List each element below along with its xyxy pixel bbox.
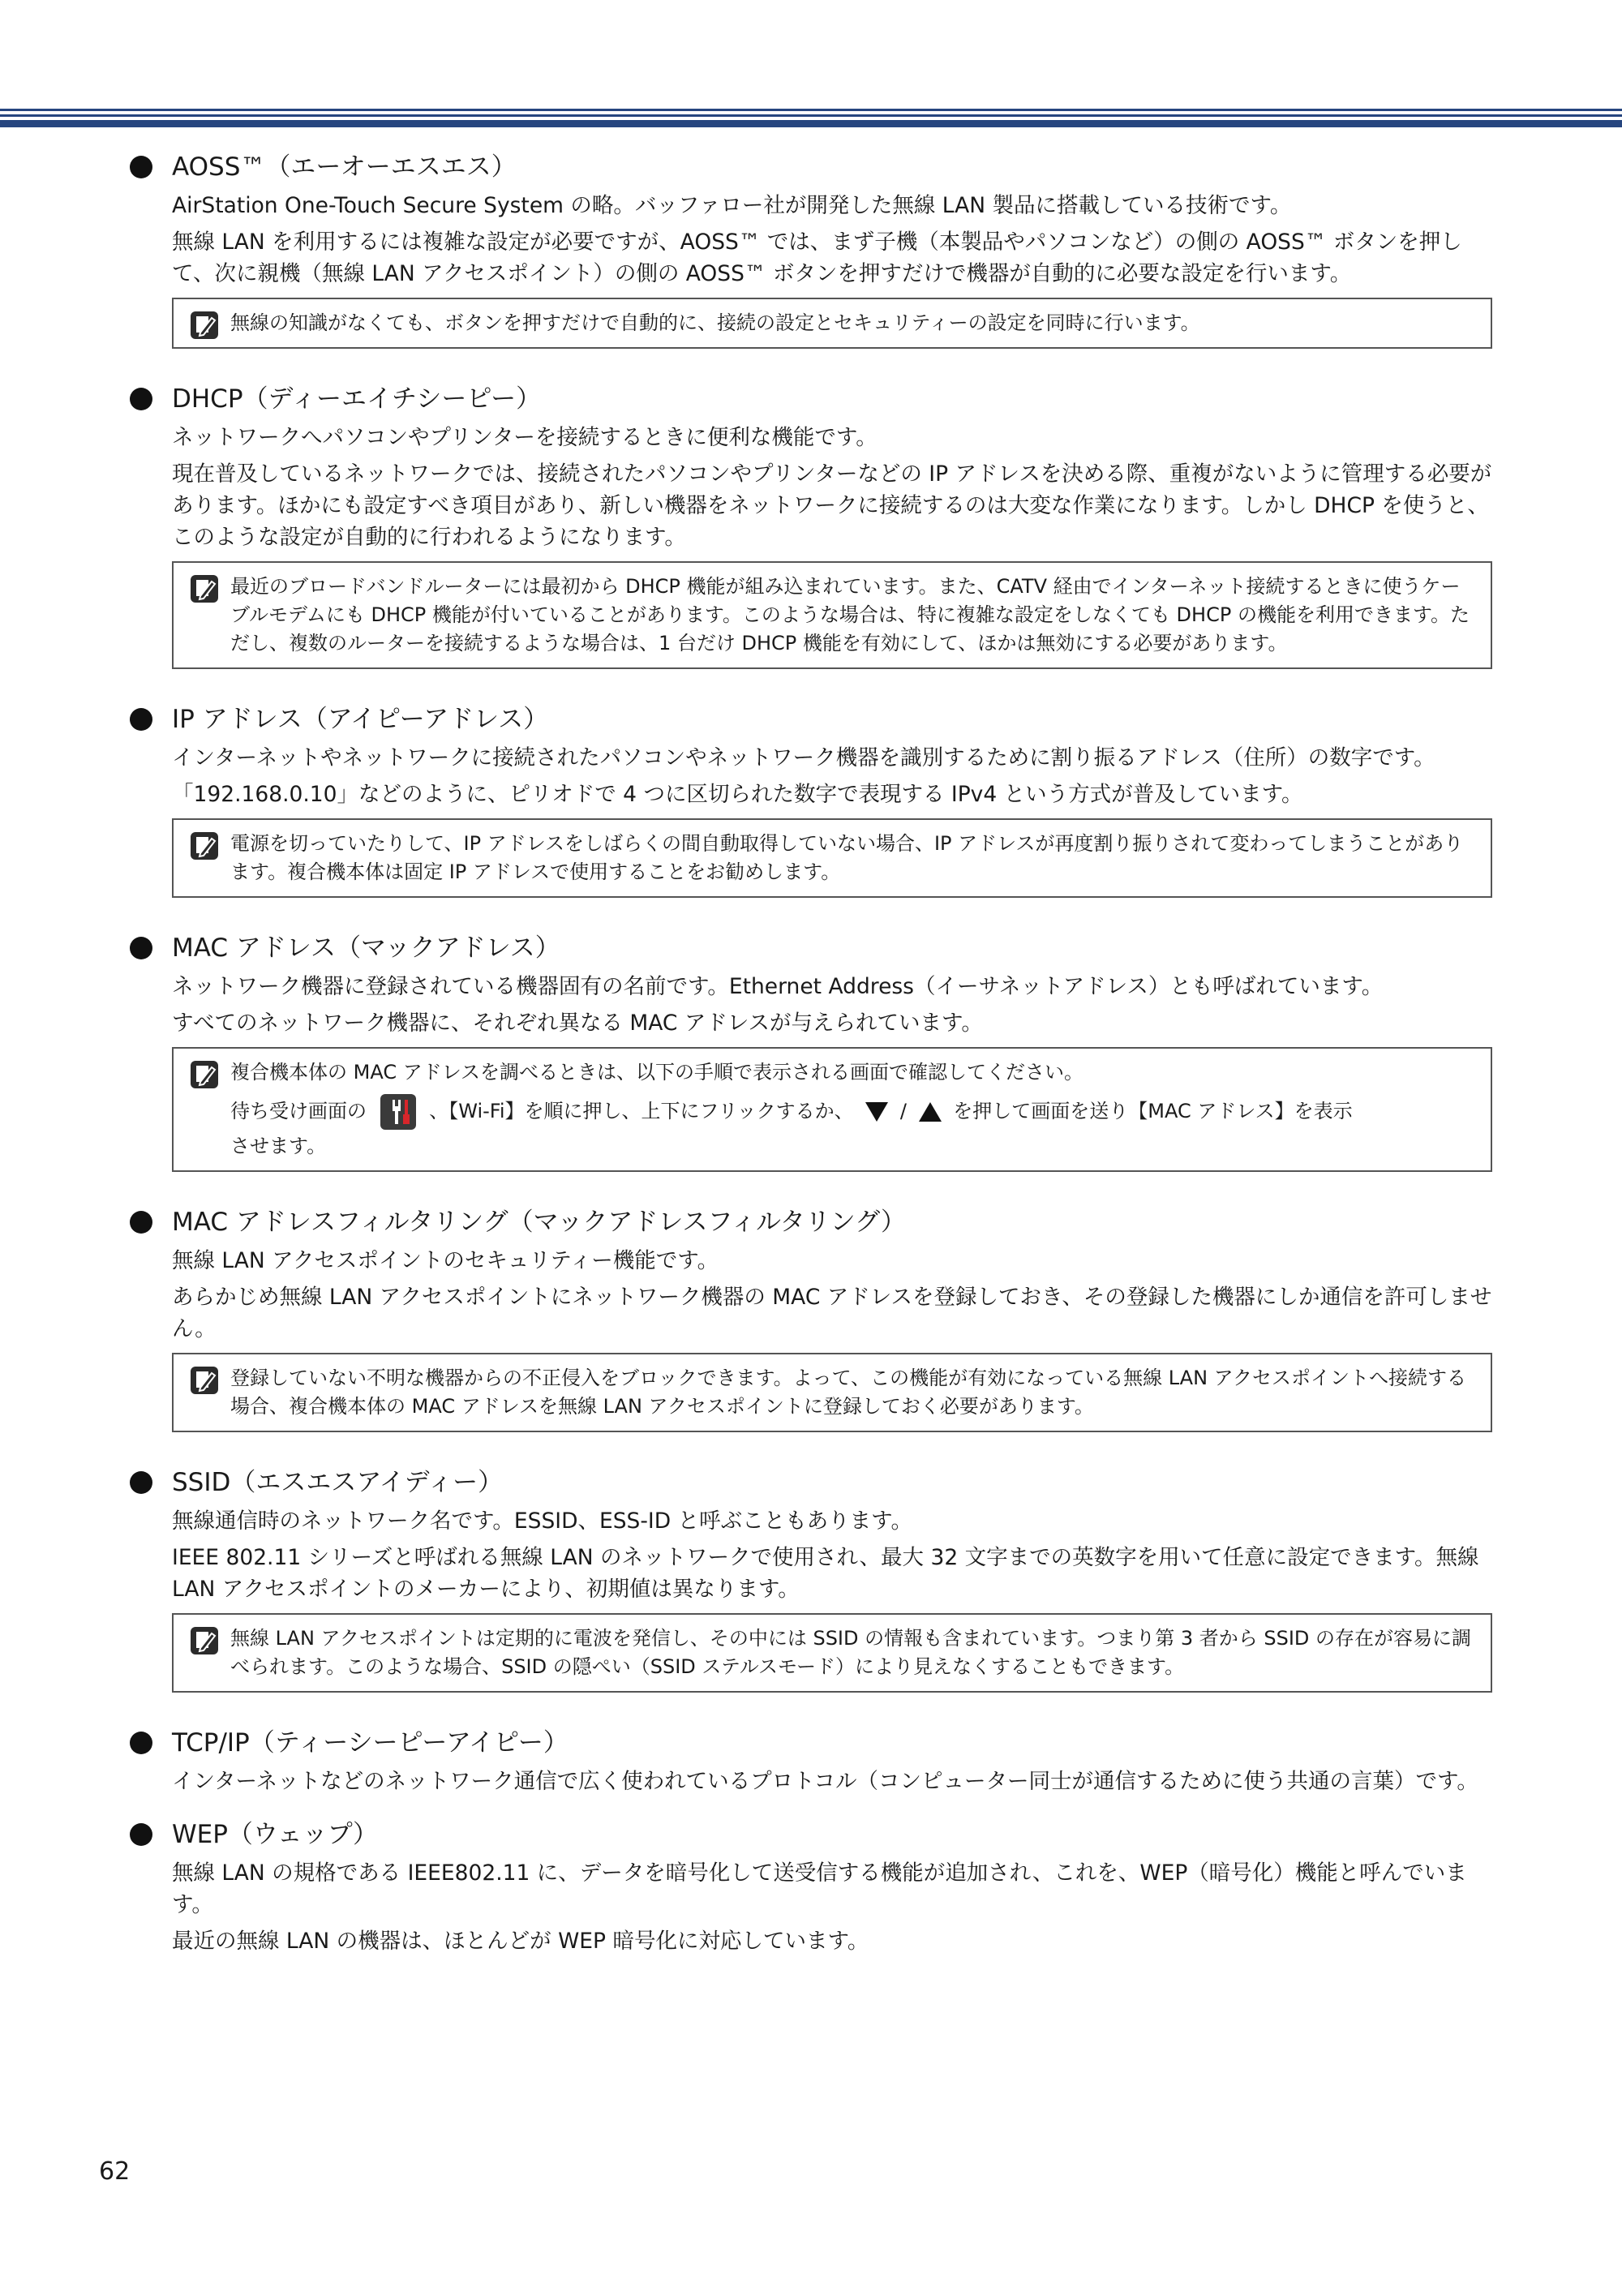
note-slash: / [899,1100,907,1122]
definition-text: 現在普及しているネットワークでは、接続されたパソコンやプリンターなどの IP アドレスを決める際、重複がないように管理する必要があります。ほかにも設定すべき項目があり、新しい機器をネットワークに接続するのは大変な作業になります。しかし DHCP を使うと、このような設定が自動的に行われるようになります。 [172,461,1492,550]
bullet-icon [130,1732,152,1754]
definition-text: ネットワークへパソコンやプリンターを接続するときに便利な機能です。 [172,425,878,450]
header-rule-bottom [0,120,1622,127]
definition-text: 無線通信時のネットワーク名です。ESSID、ESS-ID と呼ぶこともあります。 [172,1508,912,1534]
section-mac-filtering [130,1204,1492,1432]
term-heading [130,1725,1492,1761]
term-heading [130,149,1492,185]
bullet-icon [130,708,152,731]
term-title: WEP（ウェップ） [172,1820,379,1849]
term-heading [130,381,1492,417]
note-text: 無線 LAN アクセスポイントは定期的に電波を発信し、その中には SSID の情報も含まれています。つまり第 3 者から SSID の存在が容易に調べられます。このような場合、SSID の隠ぺい（SSID ステルスモード）により見えなくすることもできます。 [230,1627,1472,1678]
memo-pencil-icon [190,311,219,340]
note-box [172,1047,1492,1172]
note-text: 登録していない不明な機器からの不正侵入をブロックできます。よって、この機能が有効になっている無線 LAN アクセスポイントへ接続する場合、複合機本体の MAC アドレスを無線 LAN アクセスポイントに登録しておく必要があります。 [230,1367,1466,1418]
note-text: 電源を切っていたりして、IP アドレスをしばらくの間自動取得していない場合、IP アドレスが再度割り振りされて変わってしまうことがあります。複合機本体は固定 IP アドレスで使用することをお勧めします。 [230,832,1464,883]
note-text: させます。 [230,1135,327,1157]
section-mac-address [130,930,1492,1172]
definition-text: 「192.168.0.10」などのように、ピリオドで 4 つに区切られた数字で表現する IPv4 という方式が普及しています。 [172,782,1303,807]
header-band [0,109,1622,130]
term-title: AOSS™（エーオーエスエス） [172,152,517,182]
bullet-icon [130,388,152,410]
term-heading [130,930,1492,966]
note-step-text: 、【Wi-Fi】を順に押し、上下にフリックするか、 [429,1100,854,1122]
definition-text: インターネットなどのネットワーク通信で広く使われているプロトコル（コンピューター同士が通信するために使う共通の言葉）です。 [172,1769,1478,1794]
term-title: IP アドレス（アイピーアドレス） [172,705,549,734]
definition-text: 無線 LAN アクセスポイントのセキュリティー機能です。 [172,1248,719,1273]
bullet-icon [130,937,152,959]
memo-pencil-icon [190,831,219,860]
term-title: DHCP（ディーエイチシーピー） [172,384,542,414]
note-box [172,561,1492,669]
glossary-content [130,149,1492,1962]
section-tcp-ip [130,1725,1492,1797]
bullet-icon [130,156,152,178]
definition-text: 無線 LAN を利用するには複雑な設定が必要ですが、AOSS™ では、まず子機（本製品やパソコンなど）の側の AOSS™ ボタンを押して、次に親機（無線 LAN アクセスポイント）の側の AOSS™ ボタンを押すだけで機器が自動的に必要な設定を行います。 [172,230,1462,286]
definition-text: すべてのネットワーク機器に、それぞれ異なる MAC アドレスが与えられています。 [172,1011,983,1036]
term-heading [130,1204,1492,1240]
definition-text: IEEE 802.11 シリーズと呼ばれる無線 LAN のネットワークで使用され、最大 32 文字までの英数字を用いて任意に設定できます。無線 LAN アクセスポイントのメーカーにより、初期値は異なります。 [172,1545,1479,1602]
memo-pencil-icon [190,1060,219,1089]
memo-pencil-icon [190,574,219,603]
term-heading [130,702,1492,737]
definition-text: AirStation One-Touch Secure System の略。バッファロー社が開発した無線 LAN 製品に搭載している技術です。 [172,193,1292,218]
term-heading [130,1465,1492,1500]
term-title: TCP/IP（ティーシーピーアイピー） [172,1728,569,1757]
triangle-down-icon [865,1101,889,1122]
memo-pencil-icon [190,1366,219,1395]
term-title: SSID（エスエスアイディー） [172,1468,504,1497]
note-text: 最近のブロードバンドルーターには最初から DHCP 機能が組み込まれています。また、CATV 経由でインターネット接続するときに使うケーブルモデムにも DHCP 機能が付いていることがあります。このような場合は、特に複雑な設定をしなくても DHCP の機能を利用できます。ただし、複数のルーターを接続するような場合は、1 台だけ DHCP 機能を有効にして、ほかは無効にする必要があります。 [230,575,1470,654]
note-step-text: を押して画面を送り【MAC アドレス】を表示 [953,1100,1353,1122]
note-step-text: 待ち受け画面の [230,1100,367,1122]
note-box [172,298,1492,349]
triangle-up-icon [918,1101,942,1122]
section-aoss [130,149,1492,349]
bullet-icon [130,1211,152,1234]
note-box [172,1613,1492,1693]
definition-text: あらかじめ無線 LAN アクセスポイントにネットワーク機器の MAC アドレスを登録しておき、その登録した機器にしか通信を許可しません。 [172,1285,1492,1341]
definition-text: 最近の無線 LAN の機器は、ほとんどが WEP 暗号化に対応しています。 [172,1929,869,1954]
term-heading [130,1817,1492,1852]
note-box [172,1353,1492,1432]
note-box [172,818,1492,898]
header-rule-top [0,109,1622,111]
definition-text: 無線 LAN の規格である IEEE802.11 に、データを暗号化して送受信する機能が追加され、これを、WEP（暗号化）機能と呼んでいます。 [172,1860,1467,1917]
note-steps [230,1093,1476,1131]
header-rule-middle [0,114,1622,117]
bullet-icon [130,1471,152,1494]
note-text: 複合機本体の MAC アドレスを調べるときは、以下の手順で表示される画面で確認してください。 [230,1061,1083,1084]
definition-text: インターネットやネットワークに接続されたパソコンやネットワーク機器を識別するために割り振るアドレス（住所）の数字です。 [172,745,1435,770]
section-dhcp [130,381,1492,669]
section-ssid [130,1465,1492,1693]
term-title: MAC アドレスフィルタリング（マックアドレスフィルタリング） [172,1208,907,1237]
section-wep [130,1817,1492,1957]
page-number: 62 [99,2157,131,2186]
section-ip-address [130,702,1492,898]
settings-tools-icon [380,1093,417,1131]
bullet-icon [130,1823,152,1846]
term-title: MAC アドレス（マックアドレス） [172,933,560,963]
definition-text: ネットワーク機器に登録されている機器固有の名前です。Ethernet Address（イーサネットアドレス）とも呼ばれています。 [172,974,1384,999]
note-text: 無線の知識がなくても、ボタンを押すだけで自動的に、接続の設定とセキュリティーの設定を同時に行います。 [230,311,1200,334]
memo-pencil-icon [190,1626,219,1655]
